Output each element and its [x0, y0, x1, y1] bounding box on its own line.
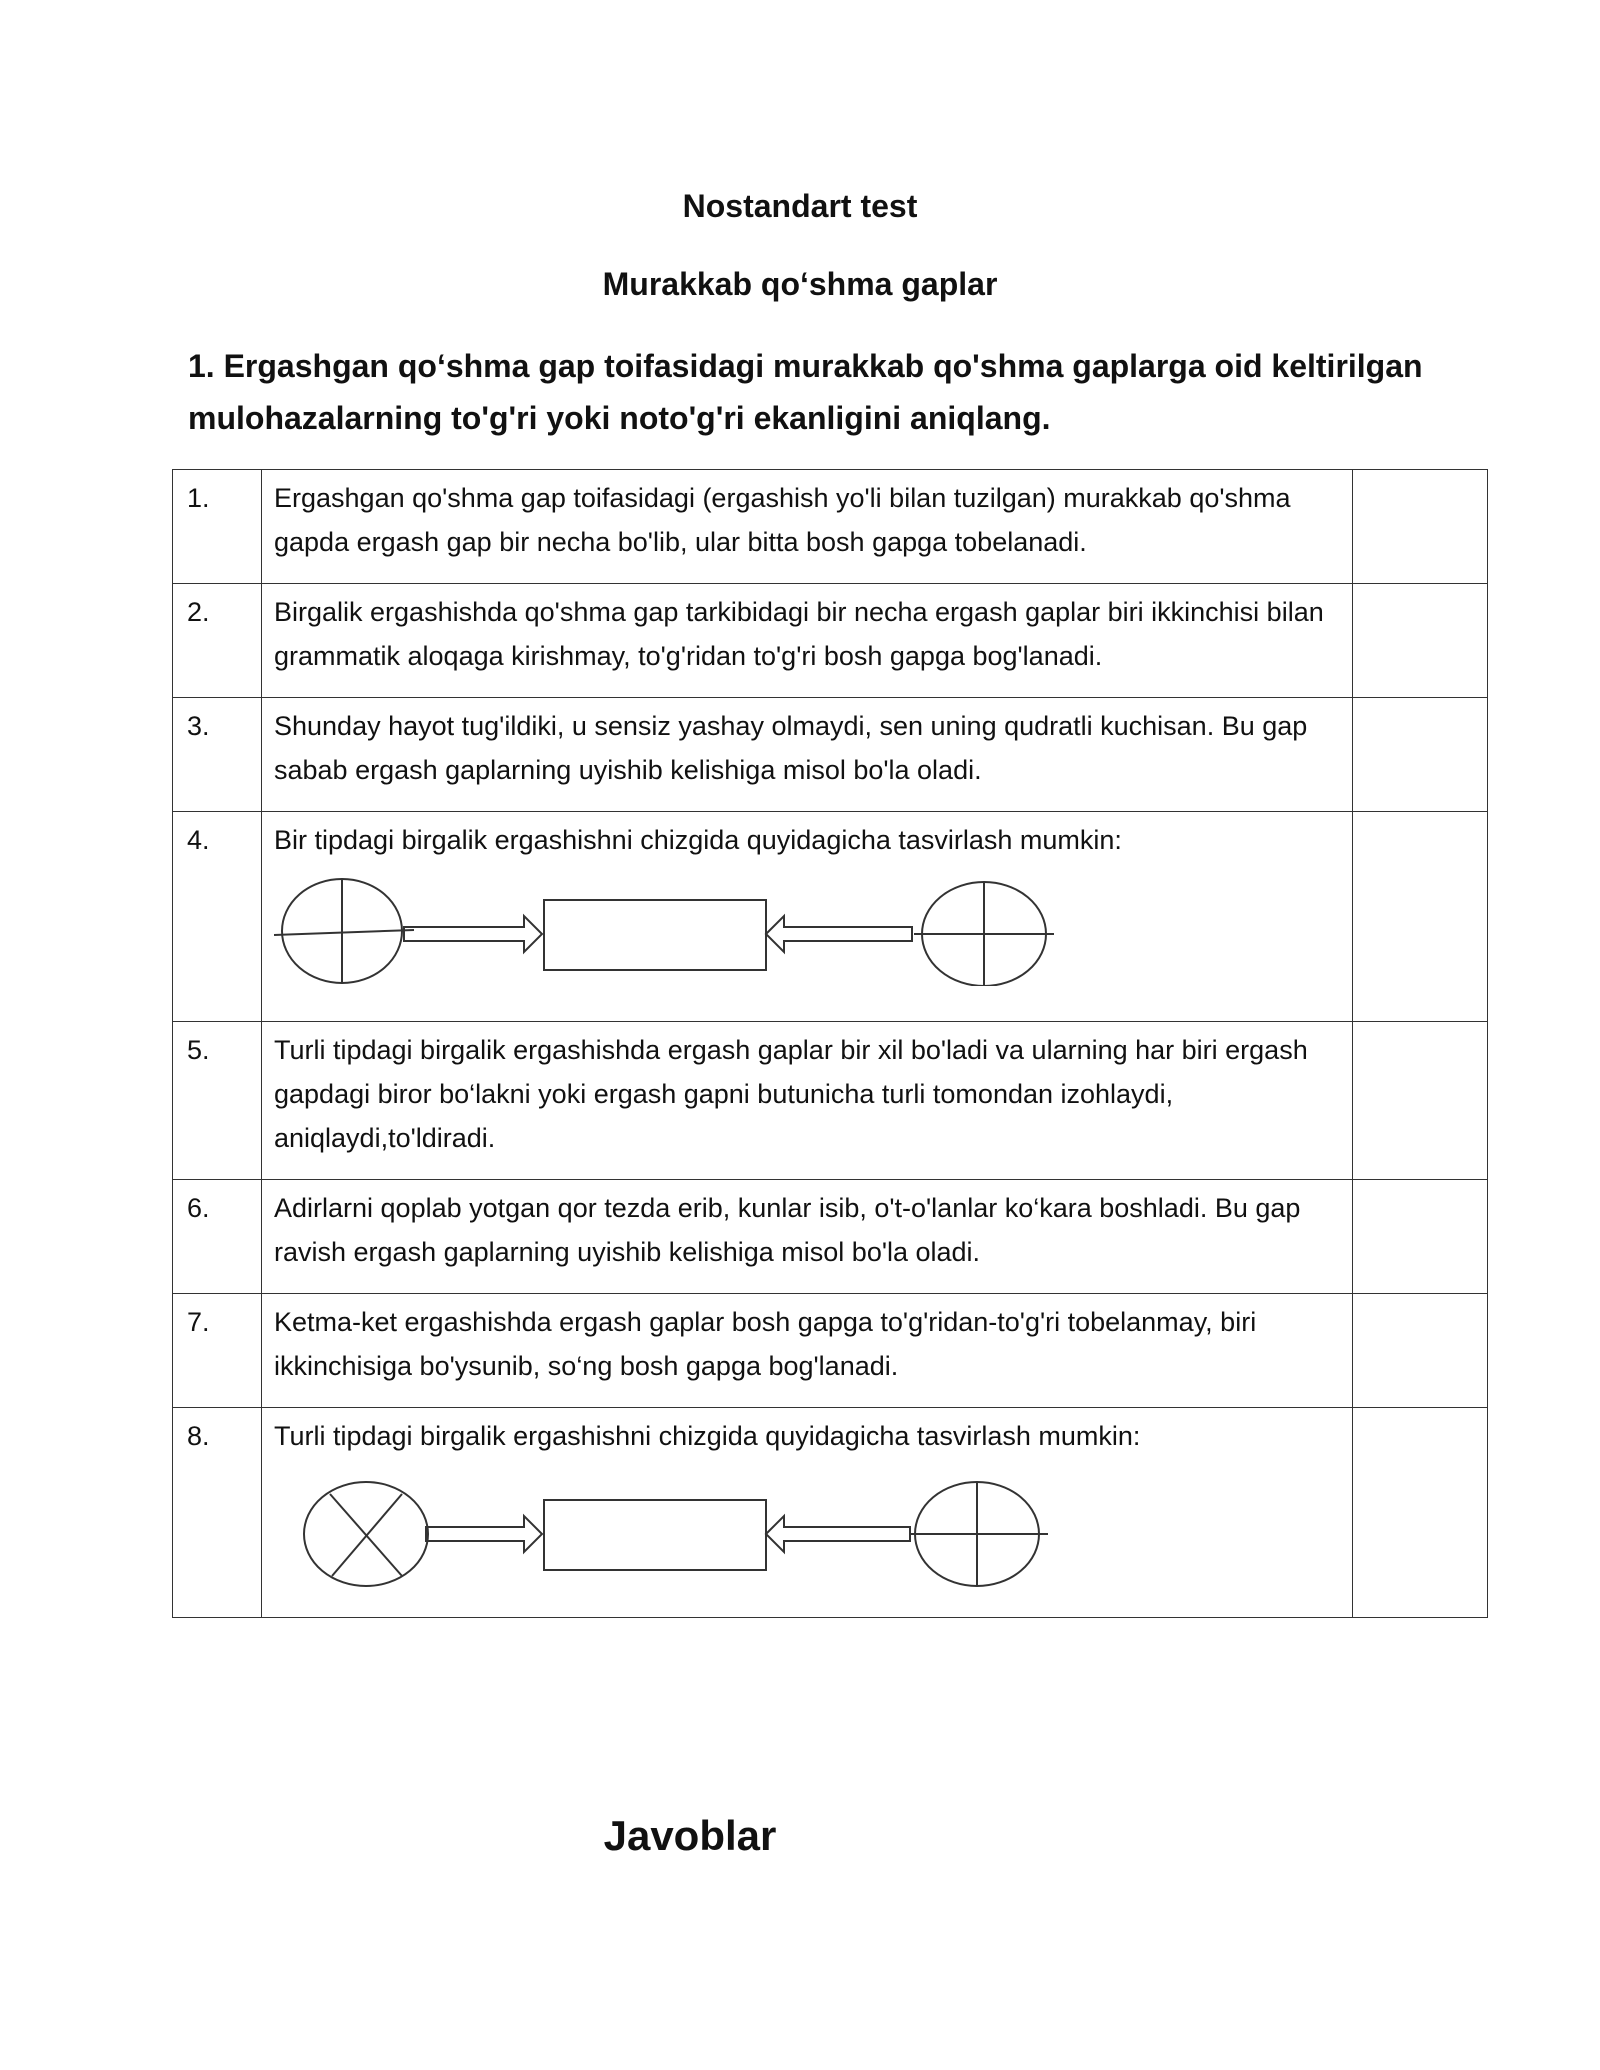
- answers-heading: Javoblar: [603, 1812, 777, 1859]
- arrow-right-icon: [404, 916, 542, 952]
- answer-cell[interactable]: [1353, 1180, 1488, 1294]
- table-row: [173, 470, 1488, 584]
- table-row: [173, 1408, 1488, 1618]
- row-number: 8.: [173, 1408, 262, 1618]
- statements-table: [172, 469, 1488, 1618]
- arrow-left-icon: [766, 1516, 910, 1552]
- answer-cell[interactable]: [1353, 1408, 1488, 1618]
- row-statement: Turli tipdagi birgalik ergashishni chizgida quyidagicha tasvirlash mumkin:: [274, 1421, 1141, 1451]
- row-number: 4.: [173, 812, 262, 1022]
- row-statement: Adirlarni qoplab yotgan qor tezda erib, kunlar isib, o't-o'lanlar ko‘kara boshladi. Bu gap ravish ergash gaplarning uyishib kelishiga misol bo'la oladi.: [262, 1180, 1353, 1294]
- row-statement: Ergashgan qo'shma gap toifasidagi (ergashish yo'li bilan tuzilgan) murakkab qo'shma gapda ergash gap bir necha bo'lib, ular bitta bosh gapga tobelanadi.: [262, 470, 1353, 584]
- page-subtitle: Murakkab qo‘shma gaplar: [602, 266, 998, 302]
- answer-cell[interactable]: [1353, 584, 1488, 698]
- main-clause-box: [544, 1500, 766, 1570]
- answer-cell[interactable]: [1353, 1294, 1488, 1408]
- arrow-left-icon: [766, 916, 912, 952]
- answer-cell[interactable]: [1353, 812, 1488, 1022]
- table-row: [173, 1180, 1488, 1294]
- row-number: 1.: [173, 470, 262, 584]
- row-number: 2.: [173, 584, 262, 698]
- table-row: [173, 1022, 1488, 1180]
- row-number: 7.: [173, 1294, 262, 1408]
- row-statement: Bir tipdagi birgalik ergashishni chizgida quyidagicha tasvirlash mumkin:: [274, 825, 1122, 855]
- table-row: [173, 698, 1488, 812]
- diagram-same-type-coordination: [274, 876, 1074, 986]
- answer-cell[interactable]: [1353, 1022, 1488, 1180]
- answer-cell[interactable]: [1353, 698, 1488, 812]
- row-number: 6.: [173, 1180, 262, 1294]
- row-statement: Shunday hayot tug'ildiki, u sensiz yashay olmaydi, sen uning qudratli kuchisan. Bu gap sabab ergash gaplarning uyishib kelishiga misol bo'la oladi.: [262, 698, 1353, 812]
- row-statement: Birgalik ergashishda qo'shma gap tarkibidagi bir necha ergash gaplar biri ikkinchisi bilan grammatik aloqaga kirishmay, to'g'ridan to'g'ri bosh gapga bog'lanadi.: [262, 584, 1353, 698]
- row-number: 5.: [173, 1022, 262, 1180]
- answer-cell[interactable]: [1353, 470, 1488, 584]
- arrow-right-icon: [426, 1516, 542, 1552]
- question-text: 1. Ergashgan qo‘shma gap toifasidagi murakkab qo'shma gaplarga oid keltirilgan mulohazalarning to'g'ri yoki noto'g'ri ekanligini aniqlang.: [188, 348, 1423, 436]
- row-statement: Ketma-ket ergashishda ergash gaplar bosh gapga to'g'ridan-to'g'ri tobelanmay, biri ikkinchisiga bo'ysunib, so‘ng bosh gapga bog'lanadi.: [262, 1294, 1353, 1408]
- row-number: 3.: [173, 698, 262, 812]
- page-title: Nostandart test: [682, 188, 918, 224]
- table-row: [173, 584, 1488, 698]
- table-row: [173, 1294, 1488, 1408]
- row-statement: Turli tipdagi birgalik ergashishda ergash gaplar bir xil bo'ladi va ularning har biri ergash gapdagi biror bo‘lakni yoki ergash gapni butunicha turli tomondan izohlaydi, aniqlaydi,to'ldiradi.: [262, 1022, 1353, 1180]
- table-row: [173, 812, 1488, 1022]
- main-clause-box: [544, 900, 766, 970]
- diagram-different-type-coordination: [274, 1472, 1074, 1592]
